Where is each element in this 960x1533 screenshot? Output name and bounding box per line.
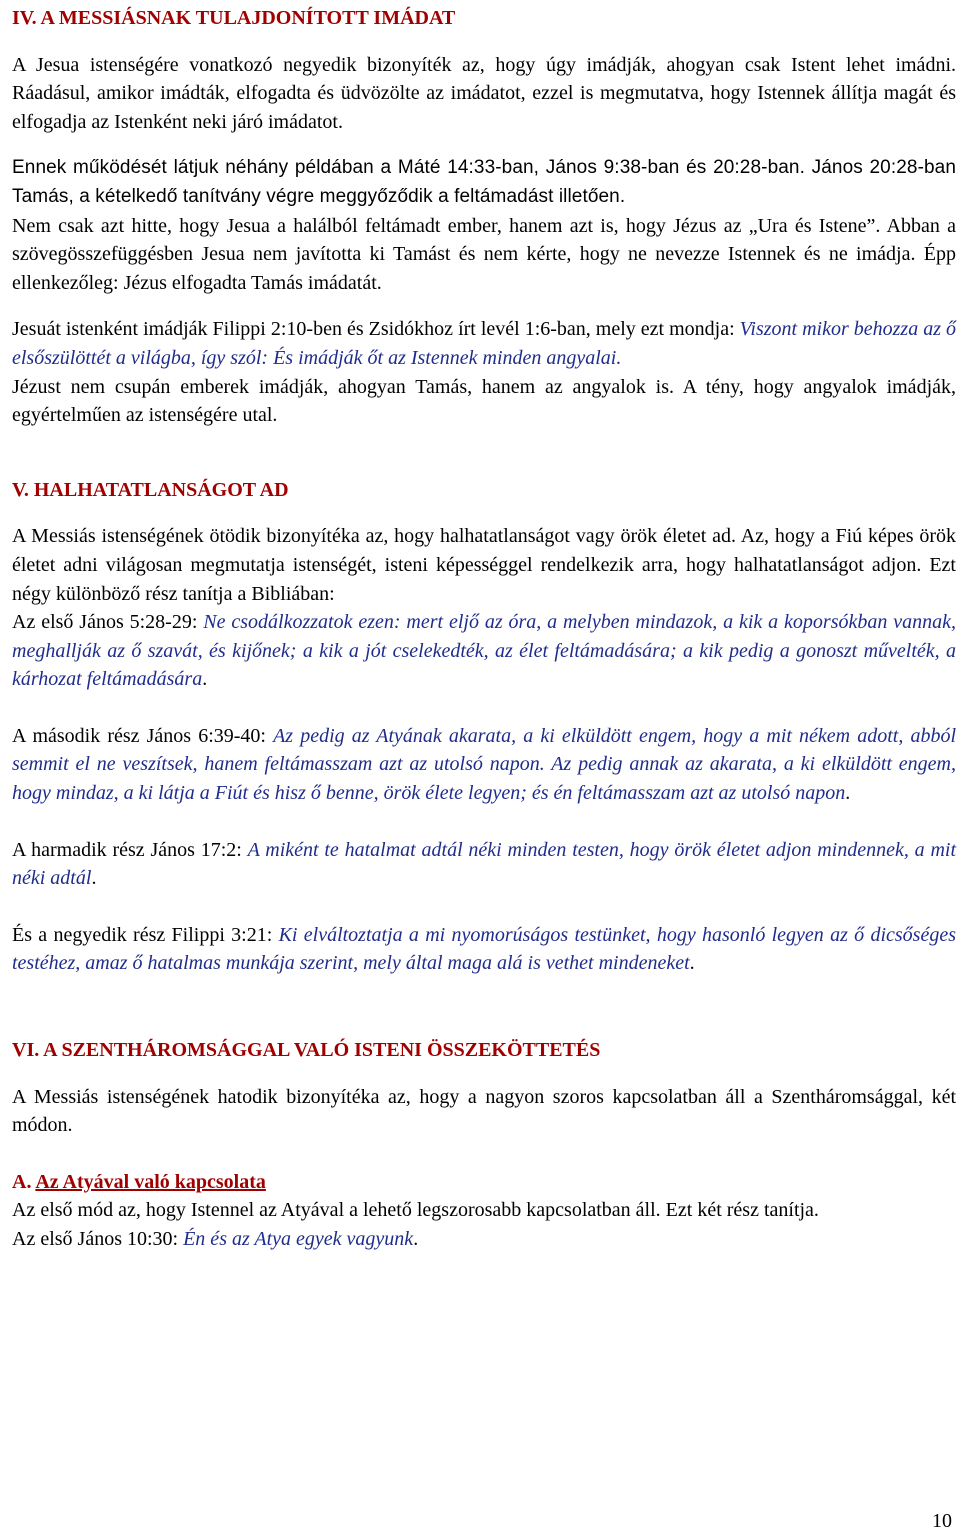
section-5-title: HALHATATLANSÁGOT AD [33, 478, 289, 501]
hebrews-quote: Viszont mikor behozza az ő elsőszülöttét a világba, így szól: És imádják őt az Istennek minden angyalai. [12, 318, 956, 369]
section-5-reference-1: Az első János 5:28-29: Ne csodálkozzatok ezen: mert eljő az óra, a melyben mindazok, a kik a koporsókban vannak, meghallják az ő szavát, és kijőnek; a kik a jót cselekedték, az élet feltámadására; a kik pedig a gonoszt művelték, a kárhozat feltámadására. [12, 611, 956, 691]
section-4-paragraph-3: Nem csak azt hitte, hogy Jesua a halálból feltámadt ember, hanem azt is, hogy Jézus az „Ura és Istene”. Abban a szövegösszefüggésben Jesua nem javította ki Tamást és nem kérte, hogy ne nevezze Istennek és ne imádja. Épp ellenkezőleg: Jézus elfogadta Tamás imádatát. [12, 214, 956, 294]
reference-1-quote: Ne csodálkozzatok ezen: mert eljő az óra, a melyben mindazok, a kik a koporsókban vannak, meghallják az ő szavát, és kijőnek; a kik a jót cselekedték, az élet feltámadására; a kik pedig a gonoszt művelték, a kárhozat feltámadására [12, 611, 956, 691]
section-6-reference-1: Az első János 10:30: Én és az Atya egyek vagyunk. [12, 1228, 419, 1250]
section-6-paragraph-1: A Messiás istenségének hatodik bizonyítéka az, hogy a nagyon szoros kapcsolatban áll a Szentháromsággal, két módon. [12, 1085, 956, 1137]
section-4-paragraph-4 [12, 315, 956, 372]
section-5-reference-2: A második rész János 6:39-40: Az pedig az Atyának akarata, a ki elküldött engem, hogy a mit nékem adott, abból semmit el ne veszítsek, hanem feltámasszam azt az utolsó napon. Az pedig annak az akarata, a ki elküldött engem, hogy mindaz, a ki látja a Fiút és hisz ő benne, örök élete legyen; és én feltámasszam azt az utolsó napon. [12, 724, 956, 805]
section-5-number: V. [12, 478, 34, 501]
reference-4-quote: Ki elváltoztatja a mi nyomorúságos testünket, hogy hasonló legyen az ő dicsőséges testéhez, amaz ő hatalmas munkája szerint, mely által maga alá is vethet mindeneket [12, 923, 956, 975]
section-6-paragraph-2: Az első mód az, hogy Istennel az Atyával a lehető legszorosabb kapcsolatban áll. Ezt két rész tanítja. [12, 1199, 819, 1222]
section-6-heading: VI. A SZENTHÁROMSÁGGAL VALÓ ISTENI ÖSSZEKÖTTETÉS [12, 1039, 601, 1062]
section-6-ref-intro: Az első János 10:30: [12, 1228, 184, 1250]
section-4-paragraph-5: Jézust nem csupán emberek imádják, ahogyan Tamás, hanem az angyalok is. A tény, hogy angyalok imádják, egyértelműen az istenségére utal. [12, 375, 956, 427]
reference-3-quote: A miként te hatalmat adtál néki minden testen, hogy örök életet adjon mindennek, a mit néki adtál [12, 838, 957, 890]
section-5-paragraph-1: A Messiás istenségének ötödik bizonyítéka az, hogy halhatatlanságot vagy örök életet ad. Az, hogy a Fiú képes örök életet adni világosan megmutatja istenségét, isteni képességgel rendelkezik arra, hogy halhatatlanságot adjon. Ezt négy különböző rész tanítja a Bibliában: [12, 525, 956, 605]
reference-4-intro: És a negyedik rész Filippi 3:21: [12, 923, 279, 946]
section-5-reference-4: És a negyedik rész Filippi 3:21: Ki elváltoztatja a mi nyomorúságos testünket, hogy hasonló legyen az ő dicsőséges testéhez, amaz ő hatalmas munkája szerint, mely által maga alá is vethet mindeneket. [12, 923, 956, 975]
reference-1-intro: Az első János 5:28-29: [12, 611, 204, 634]
subsection-a-heading [12, 1168, 956, 1197]
document-page [12, 0, 956, 1254]
section-5-reference-3: A harmadik rész János 17:2: A miként te hatalmat adtál néki minden testen, hogy örök életet adjon mindennek, a mit néki adtál. [12, 838, 957, 890]
reference-2-intro: A második rész János 6:39-40: [12, 724, 274, 747]
subsection-a-label: A. [12, 1170, 36, 1193]
section-4-heading: IV. A MESSIÁSNAK TULAJDONÍTOTT IMÁDAT [12, 7, 456, 29]
page-number: 10 [932, 1510, 952, 1532]
paragraph-4-intro: Jesuát istenként imádják Filippi 2:10-ben és Zsidókhoz írt levél 1:6-ban, mely ezt mondja: [12, 318, 740, 341]
section-4-paragraph-2: Ennek működését látjuk néhány példában a Máté 14:33-ban, János 9:38-ban és 20:28-ban. János 20:28-ban Tamás, a kételkedő tanítvány végre meggyőződik a feltámadást illetően. [12, 157, 956, 207]
subsection-a-title: Az Atyával való kapcsolata [35, 1170, 266, 1193]
section-4-paragraph-1: A Jesua istenségére vonatkozó negyedik bizonyíték az, hogy úgy imádják, ahogyan csak Istent lehet imádni. Ráadásul, amikor imádták, elfogadta és üdvözölte az imádatot, ezzel is megmutatva, hogy Istennek állítja magát és elfogadja az Istenként neki járó imádatot. [12, 53, 956, 133]
section-6-ref-quote: Én és az Atya egyek vagyunk [183, 1228, 414, 1250]
reference-3-intro: A harmadik rész János 17:2: [12, 838, 248, 861]
reference-2-quote: Az pedig az Atyának akarata, a ki elküldött engem, hogy a mit nékem adott, abból semmit el ne veszítsek, hanem feltámasszam azt az utolsó napon. Az pedig annak az akarata, a ki elküldött engem, hogy mindaz, a ki látja a Fiút és hisz ő benne, örök élete legyen; és én feltámasszam azt az utolsó napon [12, 724, 956, 805]
section-5-heading [12, 476, 956, 505]
